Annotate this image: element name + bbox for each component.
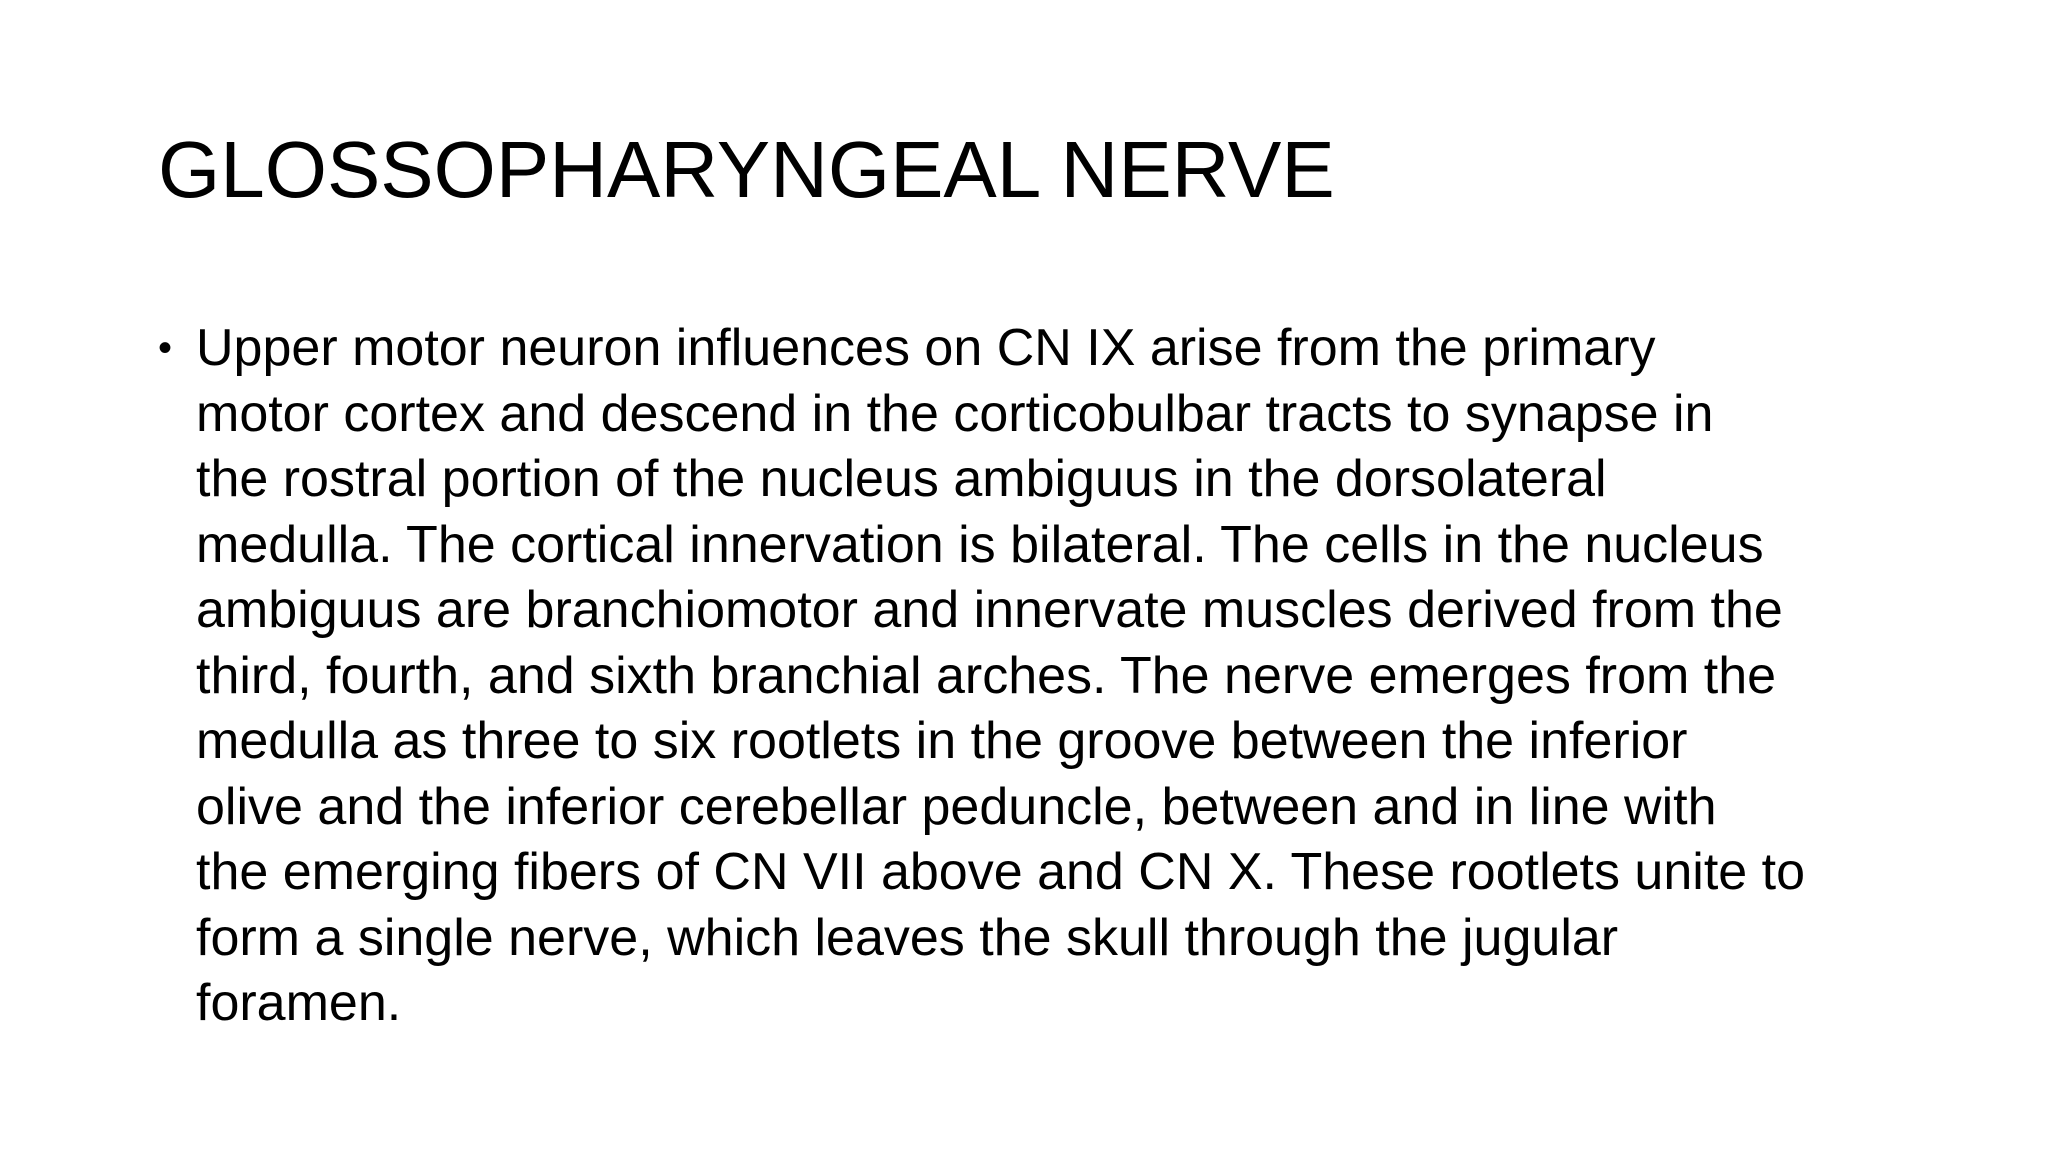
bullet-list	[158, 316, 1918, 1037]
bullet-line: motor cortex and descend in the corticobulbar tracts to synapse in	[196, 384, 1714, 443]
bullet-line: olive and the inferior cerebellar peduncle, between and in line with	[196, 777, 1717, 836]
slide-title: GLOSSOPHARYNGEAL NERVE	[158, 125, 1335, 214]
bullet-line: third, fourth, and sixth branchial arches. The nerve emerges from the	[196, 646, 1777, 705]
bullet-line: medulla. The cortical innervation is bilateral. The cells in the nucleus	[196, 515, 1764, 574]
bullet-line: foramen.	[196, 974, 402, 1032]
bullet-line: the emerging fibers of CN VII above and CN X. These rootlets unite to	[196, 843, 1806, 901]
bullet-marker: •	[158, 326, 173, 370]
bullet-item	[158, 316, 1918, 1037]
bullet-line: Upper motor neuron influences on CN IX arise from the primary	[196, 319, 1656, 377]
bullet-line: medulla as three to six rootlets in the groove between the inferior	[196, 712, 1688, 770]
bullet-line: the rostral portion of the nucleus ambiguus in the dorsolateral	[196, 450, 1607, 508]
bullet-line: ambiguus are branchiomotor and innervate muscles derived from the	[196, 581, 1783, 639]
bullet-line: form a single nerve, which leaves the skull through the jugular	[196, 908, 1619, 967]
